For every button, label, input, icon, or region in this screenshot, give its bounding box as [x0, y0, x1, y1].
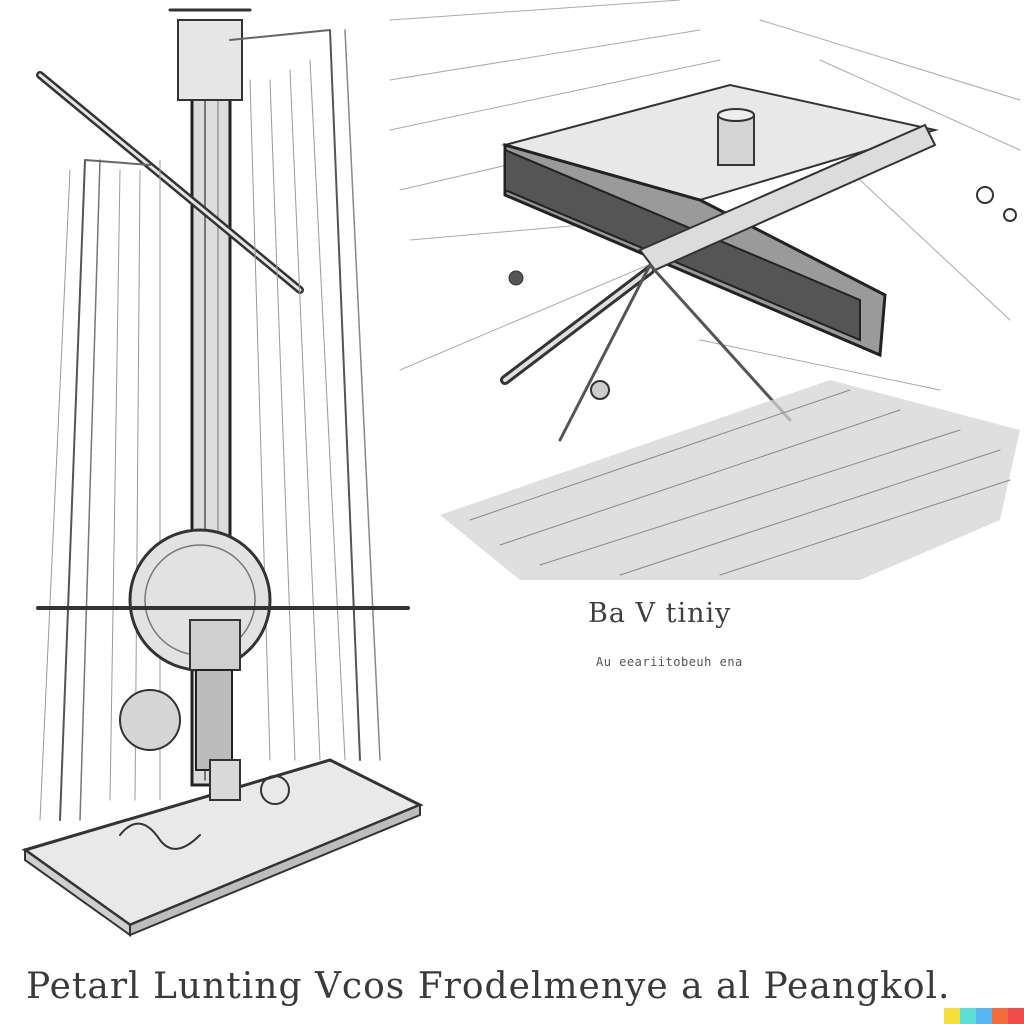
- strip-swatch: [960, 1008, 976, 1024]
- strip-swatch: [1008, 1008, 1024, 1024]
- strip-swatch: [976, 1008, 992, 1024]
- strip-swatch: [992, 1008, 1008, 1024]
- tower-machine-drawing: [25, 10, 420, 935]
- beam-machine-drawing: [390, 0, 1020, 580]
- sheet-caption: Petarl Lunting Vcos Frodelmenye a al Peangkol.: [26, 966, 951, 1007]
- drawing-title: Ba V tiniy: [588, 598, 732, 629]
- color-strip-watermark: [944, 1008, 1024, 1024]
- strip-swatch: [944, 1008, 960, 1024]
- drawing-subtitle: Au eeariitobeuh ena: [596, 655, 743, 669]
